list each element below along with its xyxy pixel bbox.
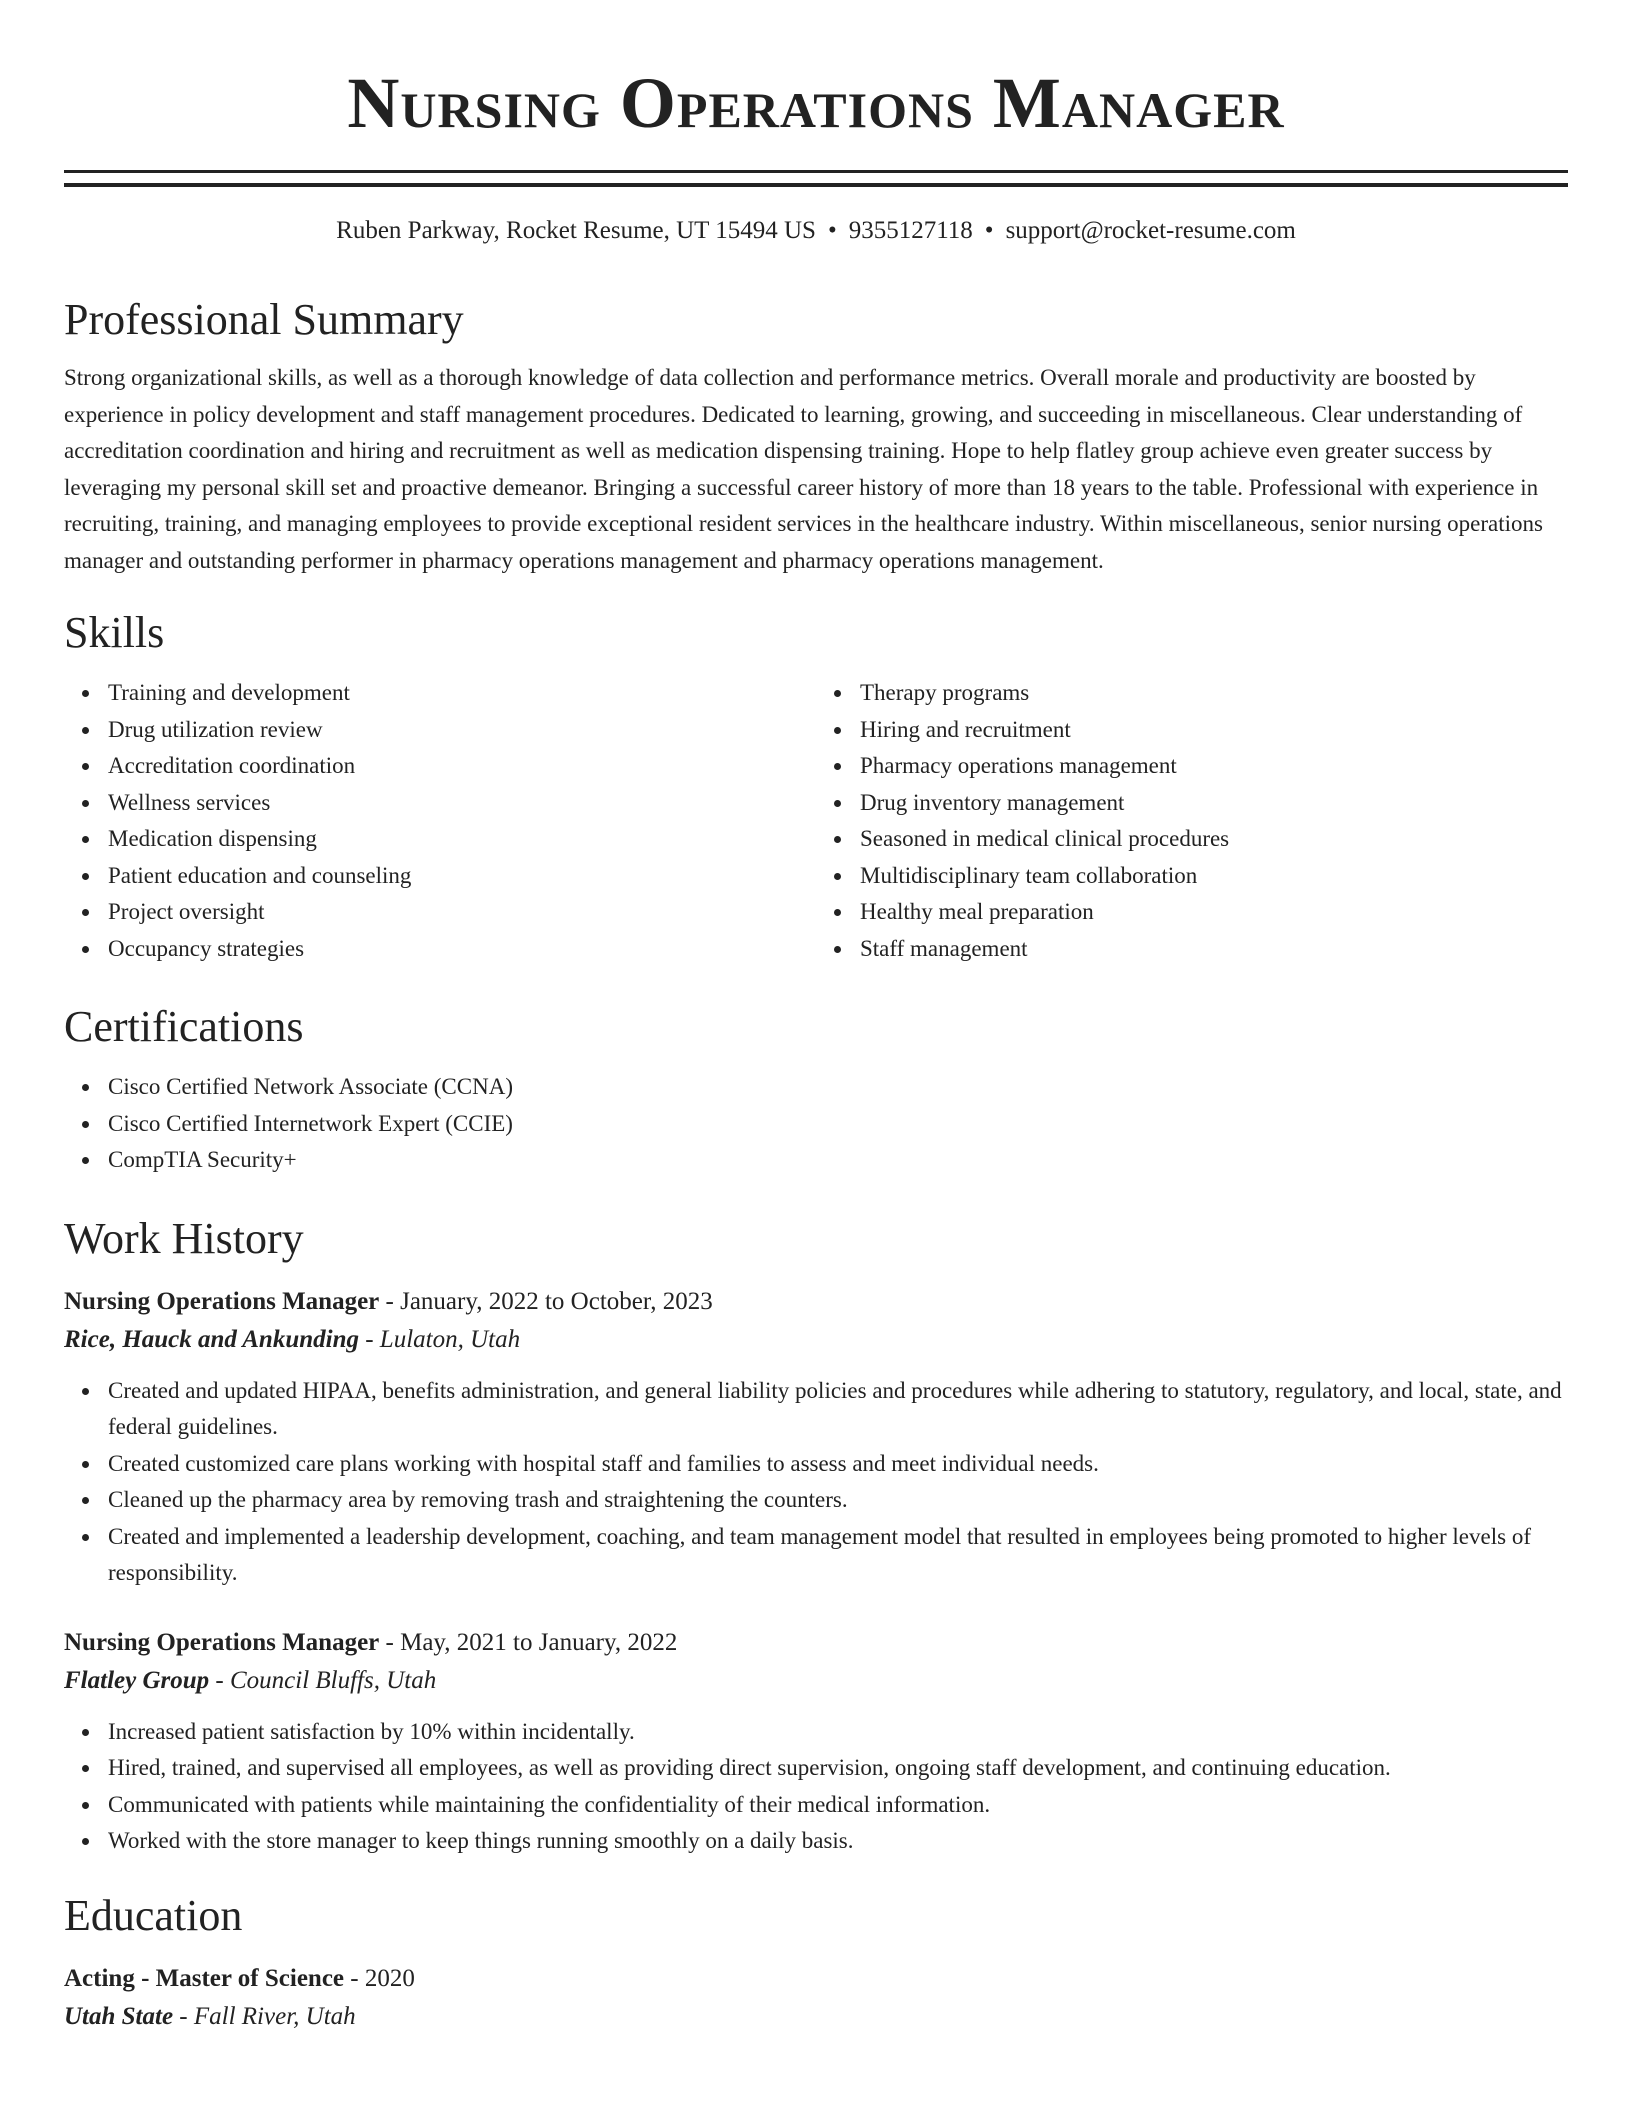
job-company: Rice, Hauck and Ankunding — [64, 1325, 359, 1353]
education-degree: Acting - Master of Science — [64, 1964, 345, 1992]
job-bullet-list — [64, 1714, 1568, 1860]
job-entry — [64, 1283, 1568, 1592]
skill-item: Multidisciplinary team collaboration — [860, 858, 1568, 895]
certifications-heading: Certifications — [64, 1002, 304, 1051]
skill-item: Hiring and recruitment — [860, 712, 1568, 749]
skills-list-right — [816, 675, 1568, 967]
job-company-line — [64, 1662, 1568, 1700]
skill-item: Patient education and counseling — [108, 858, 816, 895]
job-location: - Lulaton, Utah — [358, 1325, 521, 1353]
summary-heading: Professional Summary — [64, 295, 464, 344]
work-history-heading: Work History — [64, 1213, 304, 1263]
job-title-line — [64, 1624, 1568, 1662]
job-bullet-list — [64, 1373, 1568, 1592]
job-bullet: Created and implemented a leadership development, coaching, and team management model that resulted in employees being promoted to higher levels of responsibility. — [108, 1519, 1568, 1592]
job-company: Flatley Group — [64, 1666, 210, 1694]
skills-columns — [64, 675, 1568, 967]
job-bullet: Created and updated HIPAA, benefits administration, and general liability policies and procedures while adhering to statutory, regulatory, and local, state, and federal guidelines. — [108, 1373, 1568, 1446]
education-heading: Education — [64, 1890, 243, 1940]
contact-separator: • — [984, 217, 994, 244]
job-title: Nursing Operations Manager — [64, 1628, 380, 1656]
education-degree-line — [64, 1960, 1568, 1998]
skill-item: Wellness services — [108, 785, 816, 822]
contact-line — [64, 214, 1568, 248]
education-school-line — [64, 1998, 1568, 2036]
job-entry — [64, 1624, 1568, 1860]
skill-item: Accreditation coordination — [108, 748, 816, 785]
job-bullet: Hired, trained, and supervised all employees, as well as providing direct supervision, ongoing staff development, and continuing education. — [108, 1750, 1568, 1787]
education-location: - Fall River, Utah — [173, 2002, 356, 2030]
skills-list-left — [64, 675, 816, 967]
contact-email: support@rocket-resume.com — [1005, 217, 1296, 244]
skills-heading: Skills — [64, 608, 165, 657]
skill-item: Therapy programs — [860, 675, 1568, 712]
skill-item: Project oversight — [108, 894, 816, 931]
skill-item: Training and development — [108, 675, 816, 712]
education-entry — [64, 1960, 1568, 2036]
skill-item: Staff management — [860, 931, 1568, 968]
job-title-line — [64, 1283, 1568, 1321]
job-bullet: Worked with the store manager to keep things running smoothly on a daily basis. — [108, 1823, 1568, 1860]
job-dates: - May, 2021 to January, 2022 — [379, 1628, 678, 1656]
education-school: Utah State — [64, 2002, 174, 2030]
skill-item: Pharmacy operations management — [860, 748, 1568, 785]
certification-item: Cisco Certified Internetwork Expert (CCIE) — [108, 1106, 1568, 1143]
job-title: Nursing Operations Manager — [64, 1287, 380, 1315]
job-company-line — [64, 1321, 1568, 1359]
resume-title: Nursing Operations Manager — [347, 63, 1285, 143]
skill-item: Healthy meal preparation — [860, 894, 1568, 931]
skill-item: Drug utilization review — [108, 712, 816, 749]
contact-separator: • — [827, 217, 837, 244]
skill-item: Medication dispensing — [108, 821, 816, 858]
job-bullet: Increased patient satisfaction by 10% within incidentally. — [108, 1714, 1568, 1751]
skill-item: Seasoned in medical clinical procedures — [860, 821, 1568, 858]
certifications-list — [64, 1069, 1568, 1179]
job-dates: - January, 2022 to October, 2023 — [379, 1287, 713, 1315]
certification-item: Cisco Certified Network Associate (CCNA) — [108, 1069, 1568, 1106]
job-bullet: Created customized care plans working with hospital staff and families to assess and meet individual needs. — [108, 1446, 1568, 1483]
title-divider — [64, 170, 1568, 187]
skill-item: Occupancy strategies — [108, 931, 816, 968]
education-year: - 2020 — [344, 1964, 415, 1992]
skill-item: Drug inventory management — [860, 785, 1568, 822]
certification-item: CompTIA Security+ — [108, 1142, 1568, 1179]
contact-address: Ruben Parkway, Rocket Resume, UT 15494 US — [336, 217, 816, 244]
summary-text: Strong organizational skills, as well as a thorough knowledge of data collection and performance metrics. Overall morale and productivity are boosted by experience in policy development and staff management procedures. Dedicated to learning, growing, and succeeding in miscellaneous. Clear understanding of accreditation coordination and hiring and recruitment as well as medication dispensing training. Hope to help flatley group achieve even greater success by leveraging my personal skill set and proactive demeanor. Bringing a successful career history of more than 18 years to the table. Professional with experience in recruiting, training, and managing employees to provide exceptional resident services in the healthcare industry. Within miscellaneous, senior nursing operations manager and outstanding performer in pharmacy operations management and pharmacy operations management. — [64, 365, 1543, 573]
job-bullet: Communicated with patients while maintaining the confidentiality of their medical information. — [108, 1787, 1568, 1824]
contact-phone: 9355127118 — [848, 217, 973, 244]
job-bullet: Cleaned up the pharmacy area by removing trash and straightening the counters. — [108, 1482, 1568, 1519]
job-location: - Council Bluffs, Utah — [209, 1666, 437, 1694]
